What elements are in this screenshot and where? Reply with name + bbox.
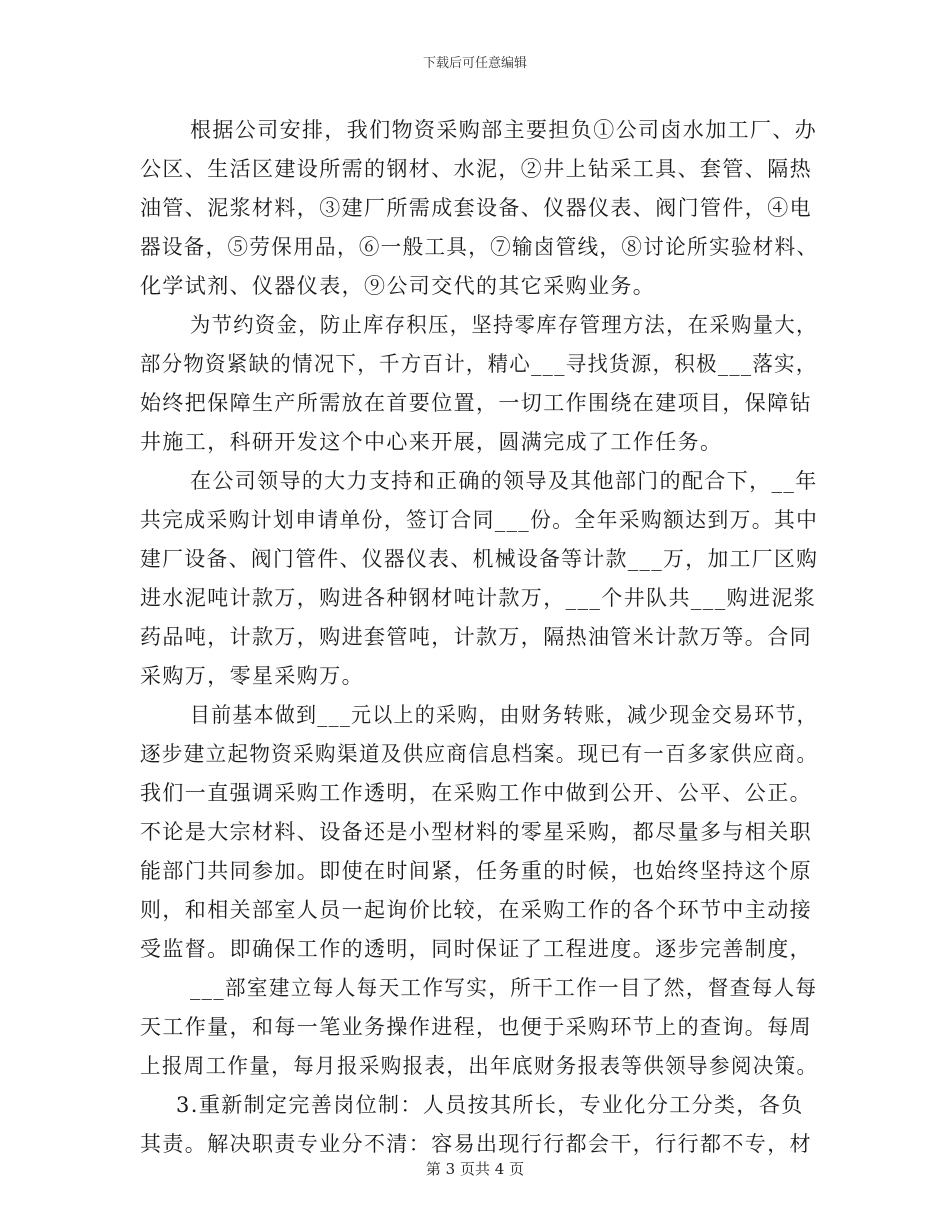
body-line: 根据公司安排，我们物资采购部主要担负①公司卤水加工厂、办 [190, 118, 818, 142]
body-line: 井施工，科研开发这个中心来开展，圆满完成了工作任务。 [140, 430, 723, 454]
body-line: 在公司领导的大力支持和正确的领导及其他部门的配合下，__年 [190, 469, 818, 493]
body-line: 逐步建立起物资采购渠道及供应商信息档案。现已有一百多家供应商。 [140, 742, 819, 766]
body-line: ___部室建立每人每天工作写实，所干工作一目了然，督查每人每 [190, 976, 818, 1000]
body-line: 建厂设备、阀门管件、仪器仪表、机械设备等计款___万，加工厂区购 [140, 547, 819, 571]
page-number: 第 3 页共 4 页 [425, 1160, 525, 1178]
body-line: 药品吨，计款万，购进套管吨，计款万，隔热油管米计款万等。合同 [140, 625, 812, 649]
body-line: 化学试剂、仪器仪表，⑨公司交代的其它采购业务。 [140, 274, 656, 298]
page-header-note: 下载后可任意编辑 [422, 56, 527, 71]
body-line: 部分物资紧缺的情况下，千方百计，精心___寻找货源，积极___落实， [140, 352, 818, 376]
body-line: 共完成采购计划申请单份，签订合同___份。全年采购额达到万。其中 [140, 508, 819, 532]
body-line: 不论是大宗材料、设备还是小型材料的零星采购，都尽量多与相关职 [140, 820, 812, 844]
body-line: 天工作量，和每一笔业务操作进程，也便于采购环节上的查询。每周 [140, 1015, 812, 1039]
body-line: 我们一直强调采购工作透明，在采购工作中做到公开、公平、公正。 [140, 781, 812, 805]
body-line: 公区、生活区建设所需的钢材、水泥，②井上钻采工具、套管、隔热 [140, 157, 812, 181]
body-line: 其责。解决职责专业分不清：容易出现行行都会干，行行都不专，材 [140, 1132, 812, 1156]
body-line: 为节约资金，防止库存积压，坚持零库存管理方法，在采购量大， [190, 313, 818, 337]
body-line: 目前基本做到___元以上的采购，由财务转账，减少现金交易环节， [190, 703, 818, 727]
body-line: 油管、泥浆材料，③建厂所需成套设备、仪器仪表、阀门管件，④电 [140, 196, 812, 220]
body-line: 始终把保障生产所需放在首要位置，一切工作围绕在建项目，保障钻 [140, 391, 812, 415]
body-line: 采购万，零星采购万。 [140, 664, 364, 688]
body-line: 进水泥吨计款万，购进各种钢材吨计款万，___个井队共___购进泥浆 [140, 586, 817, 610]
body-line: 受监督。即确保工作的透明，同时保证了工程进度。逐步完善制度， [140, 937, 812, 961]
body-line: 则，和相关部室人员一起询价比较，在采购工作的各个环节中主动接 [140, 898, 812, 922]
body-line: 上报周工作量，每月报采购报表，出年底财务报表等供领导参阅决策。 [140, 1054, 819, 1078]
body-line: 能部门共同参加。即使在时间紧，任务重的时候，也始终坚持这个原 [140, 859, 812, 883]
body-line: 器设备，⑤劳保用品，⑥一般工具，⑦输卤管线，⑧讨论所实验材料、 [140, 235, 819, 259]
body-line: 3.重新制定完善岗位制：人员按其所长，专业化分工分类，各负 [176, 1093, 804, 1117]
